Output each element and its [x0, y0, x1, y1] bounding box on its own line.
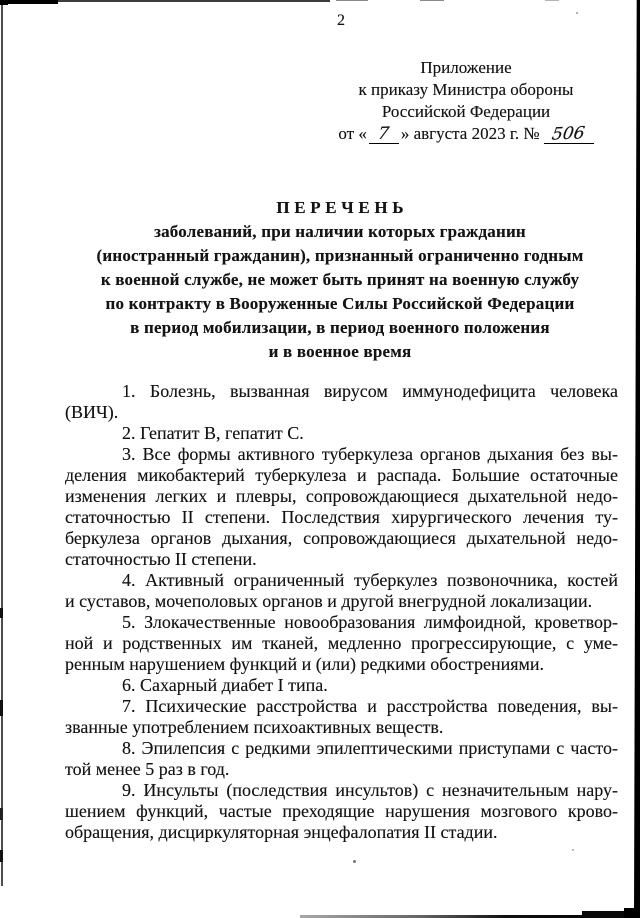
body-line: 9. Инсульты (последствия инсультов) с незначительным нару- — [122, 780, 618, 800]
title-line: (иностранный гражданин), признанный ограниченно годным — [96, 246, 584, 265]
scan-top-edge-line — [0, 0, 330, 2]
scan-top-edge-dash — [545, 0, 559, 1]
body-line: шением функций, частые преходящие нарушения мозгового крово- — [65, 801, 618, 821]
body-line: званные употреблением психоактивных веществ. — [65, 717, 444, 737]
scan-speck — [572, 849, 574, 851]
body-line: той менее 5 раз в год. — [65, 759, 230, 779]
title-line: П Е Р Е Ч Е Н Ь — [276, 198, 404, 217]
scan-edge-tick — [0, 608, 3, 618]
scan-edge-tick — [0, 700, 3, 716]
scan-edge-tick — [0, 808, 3, 820]
body-line: статочностью II степени. Последствия хирургического лечения ту- — [65, 507, 618, 527]
body-line: 7. Психические расстройства и расстройства поведения, вы- — [122, 696, 618, 716]
scan-corner-mark — [0, 0, 8, 5]
body-line: деления микобактерий туберкулеза и распада. Большие остаточные — [65, 465, 618, 485]
handwritten-day: 7 — [369, 125, 399, 144]
title-line: по контракту в Вооруженные Силы Российской Федерации — [105, 294, 575, 313]
body-line: изменения легких и плевры, сопровождающиеся дыхательной недо- — [65, 486, 618, 506]
page-number: 2 — [337, 12, 345, 29]
order-date-line — [338, 123, 594, 145]
scan-left-edge-line — [1, 0, 3, 886]
date-middle: » августа 2023 г. № — [400, 124, 540, 143]
scan-right-edge-bar — [634, 0, 640, 918]
scan-top-edge-dash — [420, 0, 444, 1]
title-line: заболеваний, при наличии которых гражданин — [154, 222, 526, 241]
scan-edge-tick — [0, 850, 3, 862]
scan-bottom-corner-bar — [582, 911, 640, 918]
handwritten-order-number: 506 — [544, 125, 594, 144]
body-line: и суставов, мочеполовых органов и другой внегрудной локализации. — [65, 591, 593, 611]
body-line: 8. Эпилепсия с редкими эпилептическими приступами с часто- — [122, 738, 618, 758]
body-line: обращения, дисциркуляторная энцефалопатия II стадии. — [65, 822, 498, 842]
title-line: в период мобилизации, в период военного положения — [130, 318, 550, 337]
title-line: к военной службе, не может быть принят на военную службу — [100, 270, 580, 289]
body-line: 1. Болезнь, вызванная вирусом иммунодефицита человека — [122, 381, 618, 401]
body-line: 6. Сахарный диабет I типа. — [122, 675, 328, 695]
body-line: 5. Злокачественные новообразования лимфоидной, кроветвор- — [122, 612, 618, 632]
date-prefix: от « — [338, 124, 367, 143]
body-line: 3. Все формы активного туберкулеза органов дыхания без вы- — [122, 444, 618, 464]
appendix-line: Российской Федерации — [381, 102, 551, 121]
scan-top-edge-dash — [336, 0, 368, 1]
disease-list — [65, 381, 618, 843]
body-line: беркулеза органов дыхания, сопровождающиеся дыхательной недо- — [65, 528, 618, 548]
body-line: статочностью II степени. — [65, 549, 257, 569]
appendix-line: к приказу Министра обороны — [358, 80, 574, 99]
body-line: (ВИЧ). — [65, 402, 119, 422]
body-line: ренным нарушением функций и (или) редкими обострениями. — [65, 654, 545, 674]
scan-speck — [353, 860, 356, 863]
scan-bottom-corner-tip — [624, 908, 640, 918]
body-line: ной и родственных им тканей, медленно прогрессирующие, с уме- — [65, 633, 618, 653]
document-title — [60, 196, 620, 364]
appendix-line: Приложение — [420, 58, 512, 77]
scan-top-edge-heavy — [0, 0, 58, 4]
body-line: 4. Активный ограниченный туберкулез позвоночника, костей — [122, 570, 618, 590]
body-line: 2. Гепатит В, гепатит С. — [122, 423, 304, 443]
title-line: и в военное время — [268, 342, 412, 361]
appendix-block — [338, 57, 594, 145]
